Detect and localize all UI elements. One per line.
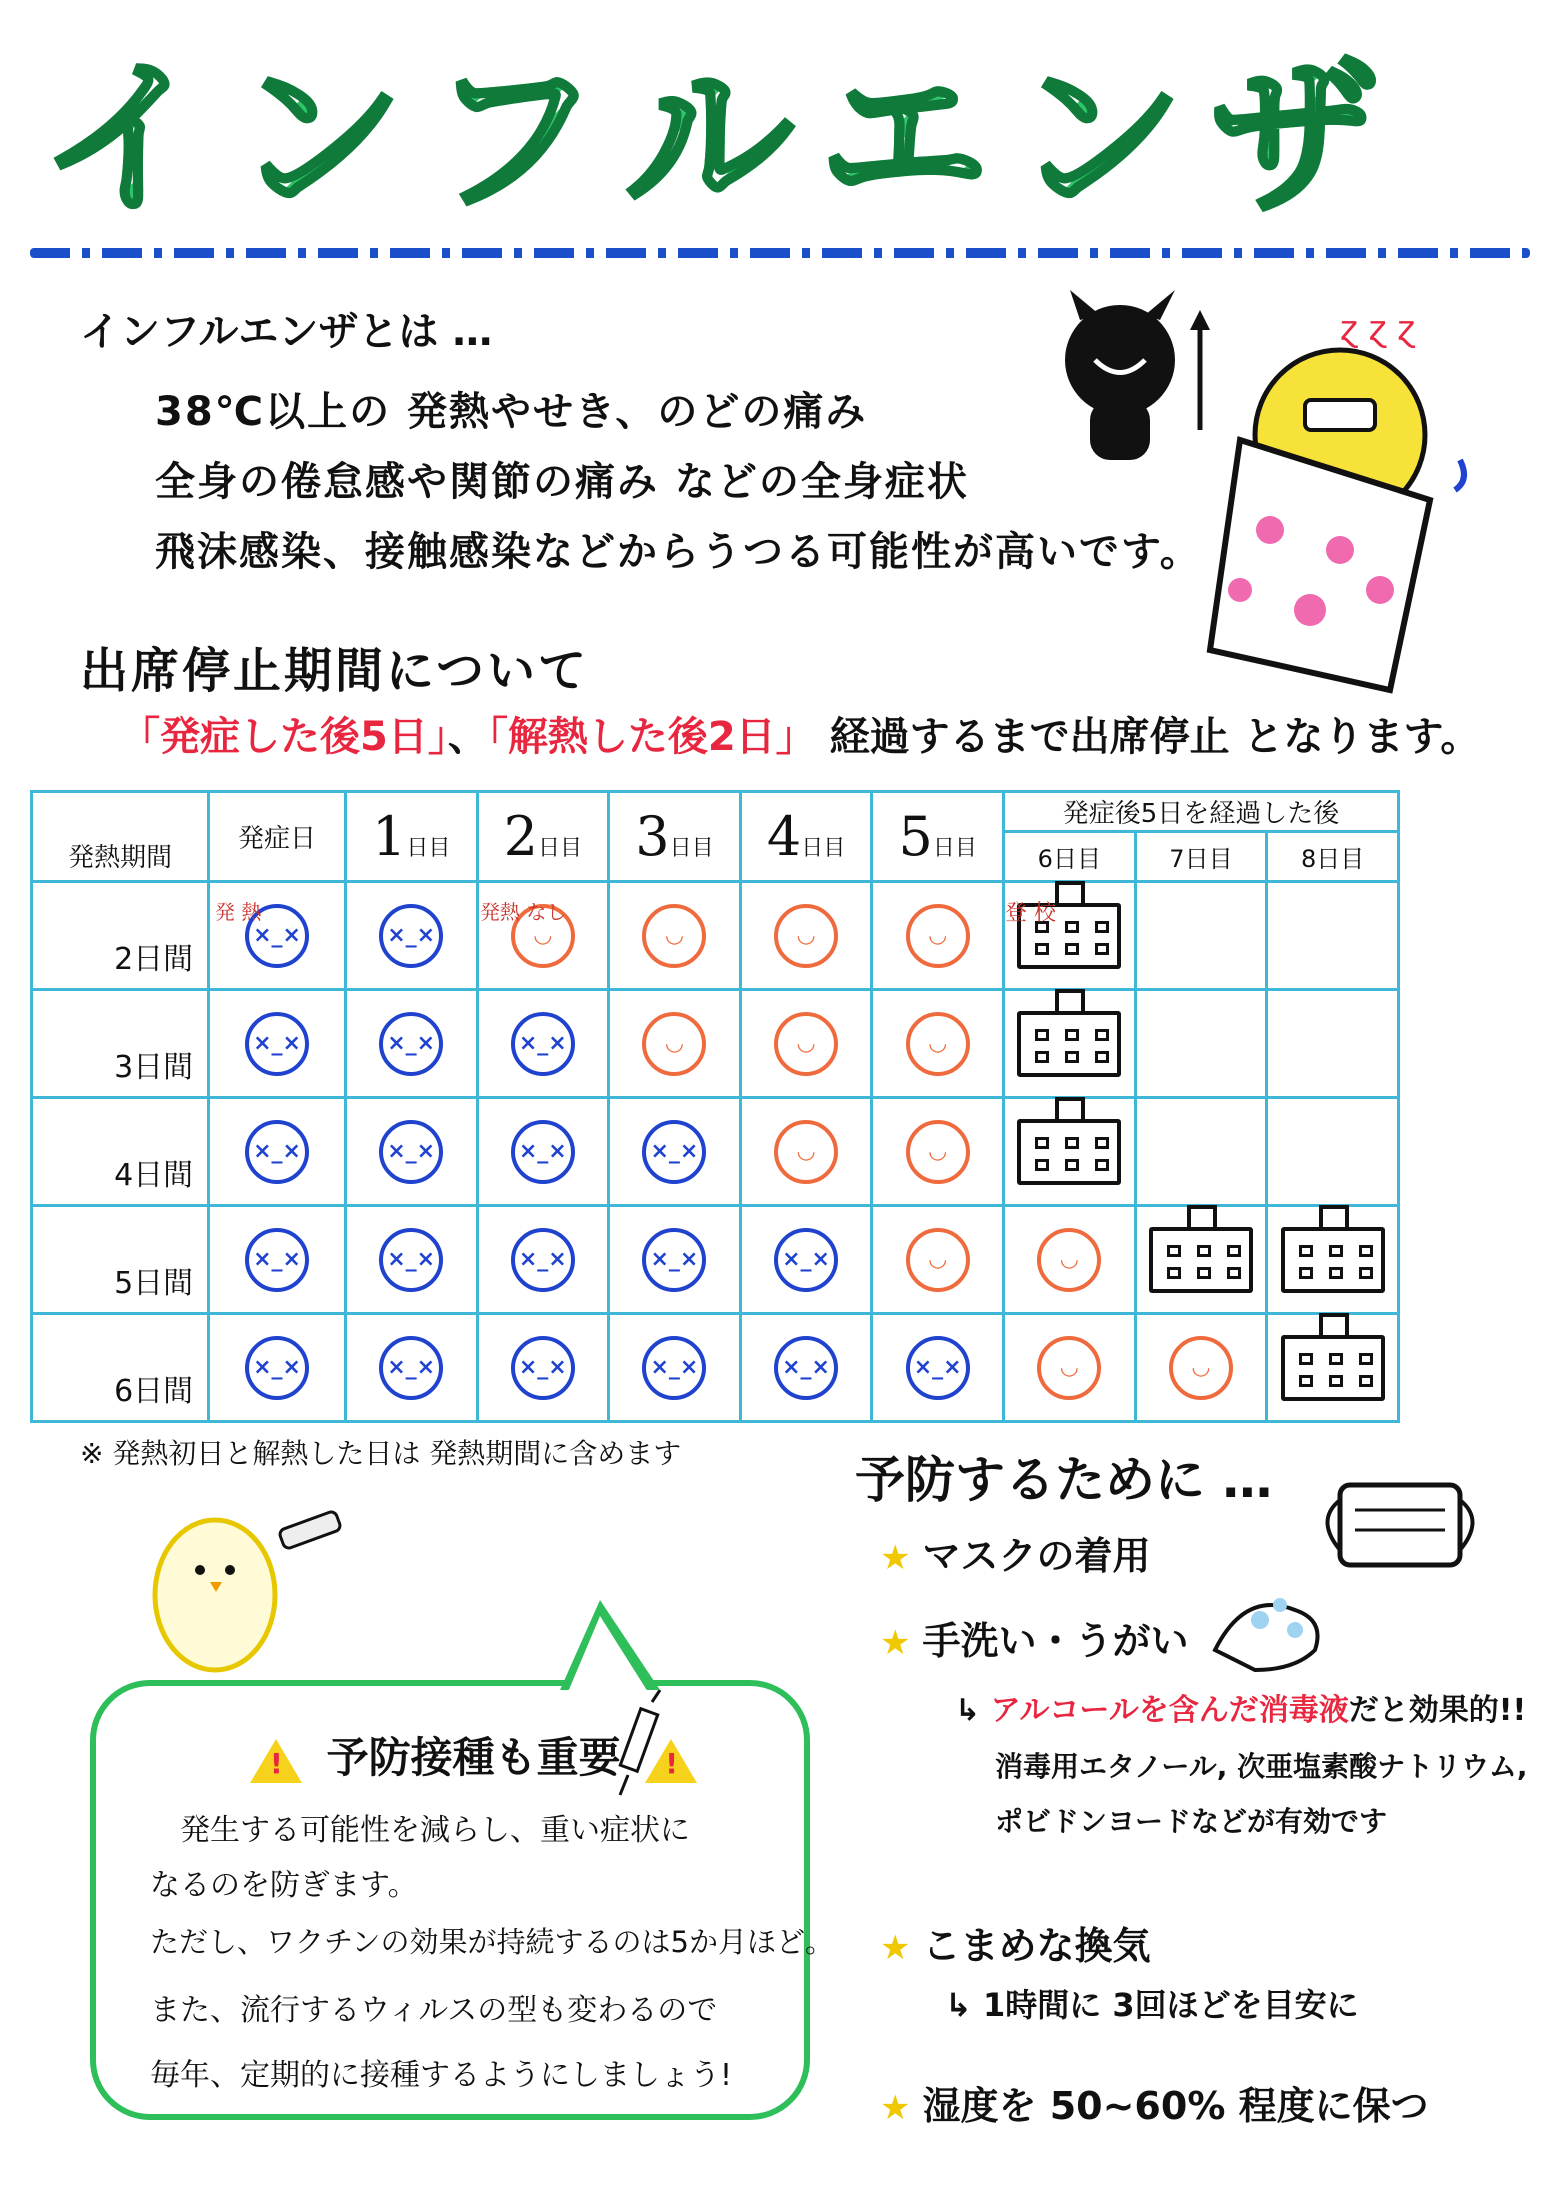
table-cell: [477, 1206, 609, 1314]
day-unit: 日目: [801, 836, 846, 861]
prevention-item-text: 手洗い・うがい: [922, 1619, 1189, 1663]
title-divider: [30, 248, 1530, 258]
corner-label: 発熱期間: [68, 843, 173, 873]
devil-icon: [1065, 290, 1210, 460]
bubble-tail-inner: [568, 1616, 648, 1692]
smiling-face-icon: ◡: [774, 1120, 838, 1184]
after-header-label: 発症後5日を経過した後: [1062, 799, 1340, 829]
table-cell: [1004, 990, 1136, 1098]
vaccine-line: ただし、ワクチンの効果が持続するのは5か月ほど。: [150, 1925, 835, 1959]
table-row: [32, 1314, 1399, 1422]
table-cell: [1004, 1314, 1136, 1422]
intro-line: 38℃以上の 発熱やせき、のどの痛み: [155, 389, 868, 435]
table-cell: [1135, 882, 1267, 990]
table-cell: [609, 1098, 741, 1206]
table-cell: [740, 1314, 872, 1422]
smiling-face-icon: ◡: [1037, 1228, 1101, 1292]
attendance-heading: 出席停止期間について: [80, 643, 590, 699]
prevention-heading: 予防するために …: [855, 1451, 1273, 1509]
note-fever: 発 熱: [215, 900, 262, 924]
rule-sep: 、: [447, 714, 488, 760]
sick-face-icon: ×_×: [642, 1336, 706, 1400]
table-cell: [1004, 1206, 1136, 1314]
vaccine-heading: 予防接種も重要: [326, 1733, 621, 1782]
table-cell: [872, 990, 1004, 1098]
table-cell: [872, 882, 1004, 990]
table-cell: [1004, 1098, 1136, 1206]
table-cell: [345, 1206, 477, 1314]
smiling-face-icon: ◡: [1037, 1336, 1101, 1400]
table-cell: [477, 990, 609, 1098]
table-footnote: ※ 発熱初日と解熱した日は 発熱期間に含めます: [80, 1437, 682, 1470]
rule-fever: 「解熱した後2日」: [487, 714, 816, 760]
row-label: 3日間: [32, 990, 209, 1098]
intro-line: 飛沫感染、接触感染などからうつる可能性が高いです。: [155, 529, 1202, 575]
day-num: 4: [766, 805, 802, 868]
header-day: [740, 792, 872, 882]
smiling-face-icon: ◡: [906, 1228, 970, 1292]
alcohol-line3: ポビドンヨードなどが有効です: [995, 1805, 1388, 1838]
day-num: 3: [635, 805, 670, 868]
header-after-period: [1004, 792, 1399, 832]
title-char: イ: [40, 41, 208, 237]
title-char: ン: [235, 41, 403, 237]
header-day: [345, 792, 477, 882]
header-after-day: [1267, 832, 1399, 882]
table-cell: [740, 990, 872, 1098]
star-icon: ★: [880, 1623, 911, 1663]
sick-face-icon: ×_×: [774, 1228, 838, 1292]
table-row: [32, 1206, 1399, 1314]
sick-face-icon: ×_×: [379, 1012, 443, 1076]
smiling-face-icon: ◡: [1169, 1336, 1233, 1400]
alcohol-rest: だと効果的!!: [1348, 1693, 1527, 1728]
table-row: [32, 1098, 1399, 1206]
title-char: ン: [1015, 41, 1183, 237]
table-cell: [1135, 1098, 1267, 1206]
day-num: 1: [372, 805, 407, 868]
prevention-item: [880, 1915, 1151, 1970]
sick-face-icon: ×_×: [379, 1120, 443, 1184]
syringe-icon: [610, 1690, 670, 1800]
header-day: [609, 792, 741, 882]
table-cell: [609, 1206, 741, 1314]
table-cell: [872, 1314, 1004, 1422]
school-building-icon: [1017, 1119, 1121, 1185]
sick-face-icon: ×_×: [245, 904, 309, 968]
day-num: 5: [898, 805, 933, 868]
attendance-schedule-table: [30, 790, 1400, 1423]
sick-face-icon: ×_×: [379, 904, 443, 968]
smiling-face-icon: ◡: [642, 904, 706, 968]
ventilation-sub: [945, 1980, 1359, 2026]
sick-face-icon: ×_×: [245, 1336, 309, 1400]
after-day-label: 6日目: [1037, 845, 1101, 873]
table-cell: [740, 1098, 872, 1206]
table-cell: [872, 1206, 1004, 1314]
table-cell: [740, 882, 872, 990]
table-header-top: [32, 792, 1399, 832]
sick-face-icon: ×_×: [245, 1120, 309, 1184]
table-cell: [1267, 882, 1399, 990]
devil-and-sick-person-illustration: [1010, 290, 1510, 710]
vaccine-line: なるのを防ぎます。: [150, 1868, 418, 1903]
table-cell: [1267, 1314, 1399, 1422]
header-day: [477, 792, 609, 882]
header-day: [872, 792, 1004, 882]
handwashing-icon: [1205, 1570, 1335, 1680]
intro-question: インフルエンザとは …: [80, 309, 493, 355]
prevention-item-text: マスクの着用: [922, 1534, 1151, 1578]
table-cell: [1135, 1314, 1267, 1422]
table-cell: [345, 882, 477, 990]
table-cell: [209, 1098, 346, 1206]
row-label: 6日間: [32, 1314, 209, 1422]
note-no-fever: 発熱 なし: [480, 900, 567, 924]
alcohol-line2: 消毒用エタノール, 次亜塩素酸ナトリウム,: [995, 1750, 1528, 1783]
table-row: [32, 990, 1399, 1098]
smiling-face-icon: ◡: [511, 904, 575, 968]
ventilation-sub-text: 1時間に 3回ほどを目安に: [982, 1986, 1359, 2024]
prevention-item: [880, 2075, 1429, 2130]
sick-person-icon: [1210, 309, 1464, 690]
mask-icon: [1310, 1470, 1490, 1580]
school-building-icon: [1281, 1335, 1385, 1401]
smiling-face-icon: ◡: [774, 904, 838, 968]
table-cell: [609, 882, 741, 990]
vaccine-line: 発生する可能性を減らし、重い症状に: [180, 1813, 690, 1848]
row-label: 2日間: [32, 882, 209, 990]
row-label: 4日間: [32, 1098, 209, 1206]
sick-face-icon: ×_×: [906, 1336, 970, 1400]
after-day-label: 8日目: [1300, 845, 1365, 873]
star-icon: ★: [880, 1538, 911, 1578]
table-cell: [345, 1098, 477, 1206]
rule-rest: 経過するまで出席停止 となります。: [815, 714, 1481, 760]
smiling-face-icon: ◡: [906, 904, 970, 968]
header-onset: [209, 792, 346, 882]
sick-face-icon: ×_×: [511, 1336, 575, 1400]
table-cell: [609, 1314, 741, 1422]
prevention-item-text: こまめな換気: [922, 1924, 1151, 1968]
smiling-face-icon: ◡: [642, 1012, 706, 1076]
day-unit: 日目: [406, 836, 451, 861]
table-cell: [1267, 990, 1399, 1098]
smiling-face-icon: ◡: [906, 1012, 970, 1076]
rule-onset: 「発症した後5日」: [120, 714, 448, 760]
smiling-face-icon: ◡: [774, 1012, 838, 1076]
sick-face-icon: ×_×: [511, 1012, 575, 1076]
svg-text:ɀ ɀ ɀ: ɀ ɀ ɀ: [1340, 309, 1416, 349]
table-cell: [740, 1206, 872, 1314]
table-cell: [345, 1314, 477, 1422]
note-school: 登 校: [1005, 901, 1056, 926]
school-building-icon: [1281, 1227, 1385, 1293]
table-corner: [32, 792, 209, 882]
table-cell: [209, 1314, 346, 1422]
table-cell: [477, 1098, 609, 1206]
table-cell: [209, 990, 346, 1098]
school-building-icon: [1149, 1227, 1253, 1293]
sick-face-icon: ×_×: [511, 1228, 575, 1292]
star-icon: ★: [880, 2088, 911, 2128]
chick-illustration: [130, 1500, 350, 1680]
arrow-icon: ↳: [955, 1693, 991, 1728]
prevention-item: [880, 1525, 1151, 1580]
table-cell: [1135, 1206, 1267, 1314]
vaccine-line: 毎年、定期的に接種するようにしましょう!: [150, 2058, 733, 2093]
prevention-item-text: 湿度を 50~60% 程度に保つ: [922, 2084, 1429, 2128]
table-cell: [209, 1206, 346, 1314]
sick-face-icon: ×_×: [245, 1012, 309, 1076]
sick-face-icon: ×_×: [511, 1120, 575, 1184]
sick-face-icon: ×_×: [379, 1336, 443, 1400]
day-unit: 日目: [932, 836, 977, 861]
day-num: 2: [503, 805, 538, 868]
prevention-item: [880, 1610, 1189, 1665]
smiling-face-icon: ◡: [906, 1120, 970, 1184]
sick-face-icon: ×_×: [642, 1228, 706, 1292]
alcohol-line: [955, 1685, 1526, 1729]
table-cell: [477, 1314, 609, 1422]
row-label: 5日間: [32, 1206, 209, 1314]
title-char: エ: [820, 41, 988, 237]
header-after-day: [1135, 832, 1267, 882]
vaccine-line: また、流行するウィルスの型も変わるので: [150, 1993, 718, 2028]
sick-face-icon: ×_×: [774, 1336, 838, 1400]
table-cell: [609, 990, 741, 1098]
onset-label: 発症日: [238, 824, 317, 854]
school-building-icon: [1017, 1011, 1121, 1077]
arrow-icon: ↳: [945, 1986, 983, 2024]
sick-face-icon: ×_×: [379, 1228, 443, 1292]
after-day-label: 7日目: [1169, 845, 1233, 873]
sick-face-icon: ×_×: [642, 1120, 706, 1184]
alcohol-highlight: アルコールを含んだ消毒液: [990, 1693, 1349, 1728]
table-cell: [872, 1098, 1004, 1206]
sick-face-icon: ×_×: [245, 1228, 309, 1292]
table-cell: [1267, 1098, 1399, 1206]
table-cell: [1135, 990, 1267, 1098]
attendance-rule: [120, 705, 1480, 762]
warning-icon: [250, 1739, 302, 1783]
day-unit: 日目: [669, 836, 714, 861]
header-after-day: [1004, 832, 1136, 882]
table-cell: [1267, 1206, 1399, 1314]
title-char: ザ: [1210, 41, 1378, 237]
table-cell: [345, 990, 477, 1098]
intro-line: 全身の倦怠感や関節の痛み などの全身症状: [155, 459, 969, 505]
star-icon: ★: [880, 1928, 911, 1968]
title-char: ル: [625, 41, 793, 237]
title-char: フ: [430, 41, 598, 237]
day-unit: 日目: [537, 836, 582, 861]
